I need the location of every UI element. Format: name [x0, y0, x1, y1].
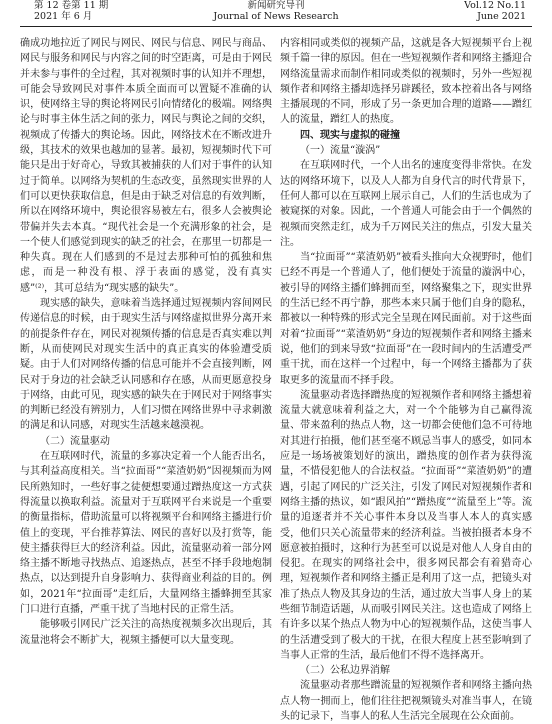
paragraph: 流量驱动者那些蹭流量的短视频作者和网络主播向热点人物一拥而上，他们往往把视频镜头对准当事人，在镜头的记录下，当事人的私人生活完全展现在公众面前。: [280, 680, 532, 723]
journal-title-cn: 新闻研究导刊: [247, 0, 305, 11]
subsection-heading: （一）流量“漩涡”: [300, 145, 381, 157]
left-column: [20, 36, 272, 688]
paragraph: 在互联网时代，流量的多寡决定着一个人能否出名，与其利益高度相关。当“拉面哥”“菜渣奶奶”因视频而为网民所熟知时，一些好事之徒便想要通过蹭热度这一方式获得流量以换取利益。流量对于互联网平台来说是一个重要的衡量指标，借助流量可以将视频平台和网络主播进行价值上的变现，平台推荐算法、网民的喜好以及打赏等，能使主播获得巨大的经济利益。因此，流量驱动着一部分网络主播不断地寻找热点、追逐热点，甚至不择手段地炮制热点，以达到提升自身影响力、获得商业利益的目的。例如，2021年“拉面哥”走红后，大量网络主播蜂拥至其家门口进行直播，严重干扰了当地村民的正常生活。: [20, 451, 272, 615]
paragraph: 确成功地拉近了网民与网民、网民与信息、网民与商品、网民与服务和网民与内容之间的时空距离，可是由于网民并未参与事件的全过程，其对视频时事的认知并不理想，可能会导致网民对事件本质全面而可以置疑不准确的认识，使网络主导的舆论将网民引向情绪化的极端。网络舆论与时事主体生活之间的张力，网民与舆论之间的交织，视频成了传播大的舆论场。因此，网络技术在不断改进升级，其技术的效果也越加的显著。最初，短视频时代下可能只是出于好奇心，导致其被捕获的人们对于事件的认知过于简单。以网络为契机的生态改变，虽然现实世界的人们可以更快获取信息，但是由于缺乏对信息的有效判断，所以在网络环境中，舆论很容易被左右，很多人会被舆论带偏并失去本真。“现代社会是一个充满形象的社会，是一个使人们感觉到现实的缺乏的社会，在那里一切都是一种失真。现在人们感到的不是过去那种可怕的孤独和焦虑，而是一种没有根、浮于表面的感觉，没有真实感”⁽²⁾，其可总结为“现实感的缺失”。: [20, 38, 272, 294]
paragraph: 现实感的缺失，意味着当选择通过短视频内容间网民传递信息的时候，由于现实生活与网络虚拟世界分离开来的前提条件存在，网民对视频传播的信息是否真实难以判断，从而使网民对现实生活中的真正真实的体验遭受质疑。由于人们对网络传播的信息可能并不会直接判断，网民对于身边的社会缺乏认同感和存在感，从而更愿意投身于网络，由此可见，现实感的缺失在于网民对于网络事实的判断已经没有辨别力，人们习惯在网络世界中寻求刺激的满足和认同感，对现实生活越来越漠视。: [20, 298, 272, 432]
subsection-heading: （二）流量驱动: [40, 435, 110, 447]
volume-issue: 第 12 卷第 11 期: [34, 0, 109, 11]
header-right: [464, 0, 526, 22]
journal-title-en: Journal of News Research: [213, 11, 339, 22]
paragraph: 内容相同或类似的视频产品，这就是各大短视频平台上视频千篇一律的原因。但在一些短视频作者和网络主播迎合网络流量需求而制作相同或类似的视频时，另外一些短视频作者和网络主播却选择另辟蹊径，致本控着出各与网络主播展现的不同，形成了另一条更加合理的道路——蹭红人的流量，蹭红人的热度。: [280, 38, 532, 126]
date-en: June 2021: [477, 11, 526, 22]
right-column: [280, 36, 532, 723]
paragraph: 流量驱动者选择蹭热度的短视频作者和网络主播想着流量大就意味着利益之大，对一个个能够为自己赢得流量、带来盈利的热点人物，这一切都会使他们急不可待地对其进行拍摄，他们甚至毫不顾忌当事人的感受，如同本应是一场场被策划好的演出，蹭热度的创作者为获得流量，不惜侵犯他人的合法权益。“拉面哥”“菜渣奶奶”的遭遇，引起了网民的广泛关注，引发了网民对短视频作者和网络主播的热议，如“跟风拍”“蹭热度”“流量至上”等。流量的追逐者并不关心事件本身以及当事人本人的真实感受，他们只关心流量带来的经济利益。当被拍摄者本身不愿意被拍摄时，这种行为甚至可以说是对他人人身自由的侵犯。在现实的网络社会中，很多网民都会有着猎奇心理，短视频作者和网络主播正是利用了这一点，把镜头对准了热点人物及其身边的生活，通过放大当事人身上的某些细节制造话题，从而吸引网民关注。这也造成了网络上有许多以某个热点人物为中心的短视频作品，这使当事人的生活遭受到了极大的干扰，在很大程度上甚至影响到了当事人正常的生活，最后他们不得不选择离开。: [280, 389, 532, 661]
date-cn: 2021 年 6 月: [34, 11, 93, 22]
paragraph: 在互联网时代，一个人出名的速度变得非常快。在发达的网络环境下，以及人人都为自身代言的时代背景下，任何人都可以在互联网上展示自己，人们的生活也成为了被窥探的对象。因此，一个普通人可能会由于一个偶然的视频而突然走红，成为千万网民关注的焦点，引发大量关注。: [280, 160, 532, 248]
paragraph: 能够吸引网民广泛关注的高热度视频多次出现后，其流量池将会不断扩大，视频主播便可以大量变现。: [20, 619, 272, 646]
paragraph: 当“拉面哥”“菜渣奶奶”被看头推向大众视野时，他们已经不再是一个普通人了，他们便处于流量的漩涡中心，被引导的网络主播们蜂拥而至，网络聚集之下，现实世界的生活已经不再宁静，那些本来只属于他们自身的隐私，都被以一种特殊的形式完全呈现在网民面前。对于这些面对着“拉面哥”“菜渣奶奶”身边的短视频作者和网络主播来说，他们的到来导致“拉面哥”在一段时间内的生活遭受严重干扰，而在这样一个过程中，每一个网络主播都为了获取更多的流量而不择手段。: [280, 252, 532, 386]
section-heading: 四、现实与虚拟的碰撞: [300, 129, 400, 141]
volume-issue-en: Vol.12 No.11: [464, 0, 526, 11]
header-rule: [20, 26, 532, 27]
page-header: [0, 0, 552, 30]
subsection-heading: （二）公私边界消解: [300, 665, 390, 677]
